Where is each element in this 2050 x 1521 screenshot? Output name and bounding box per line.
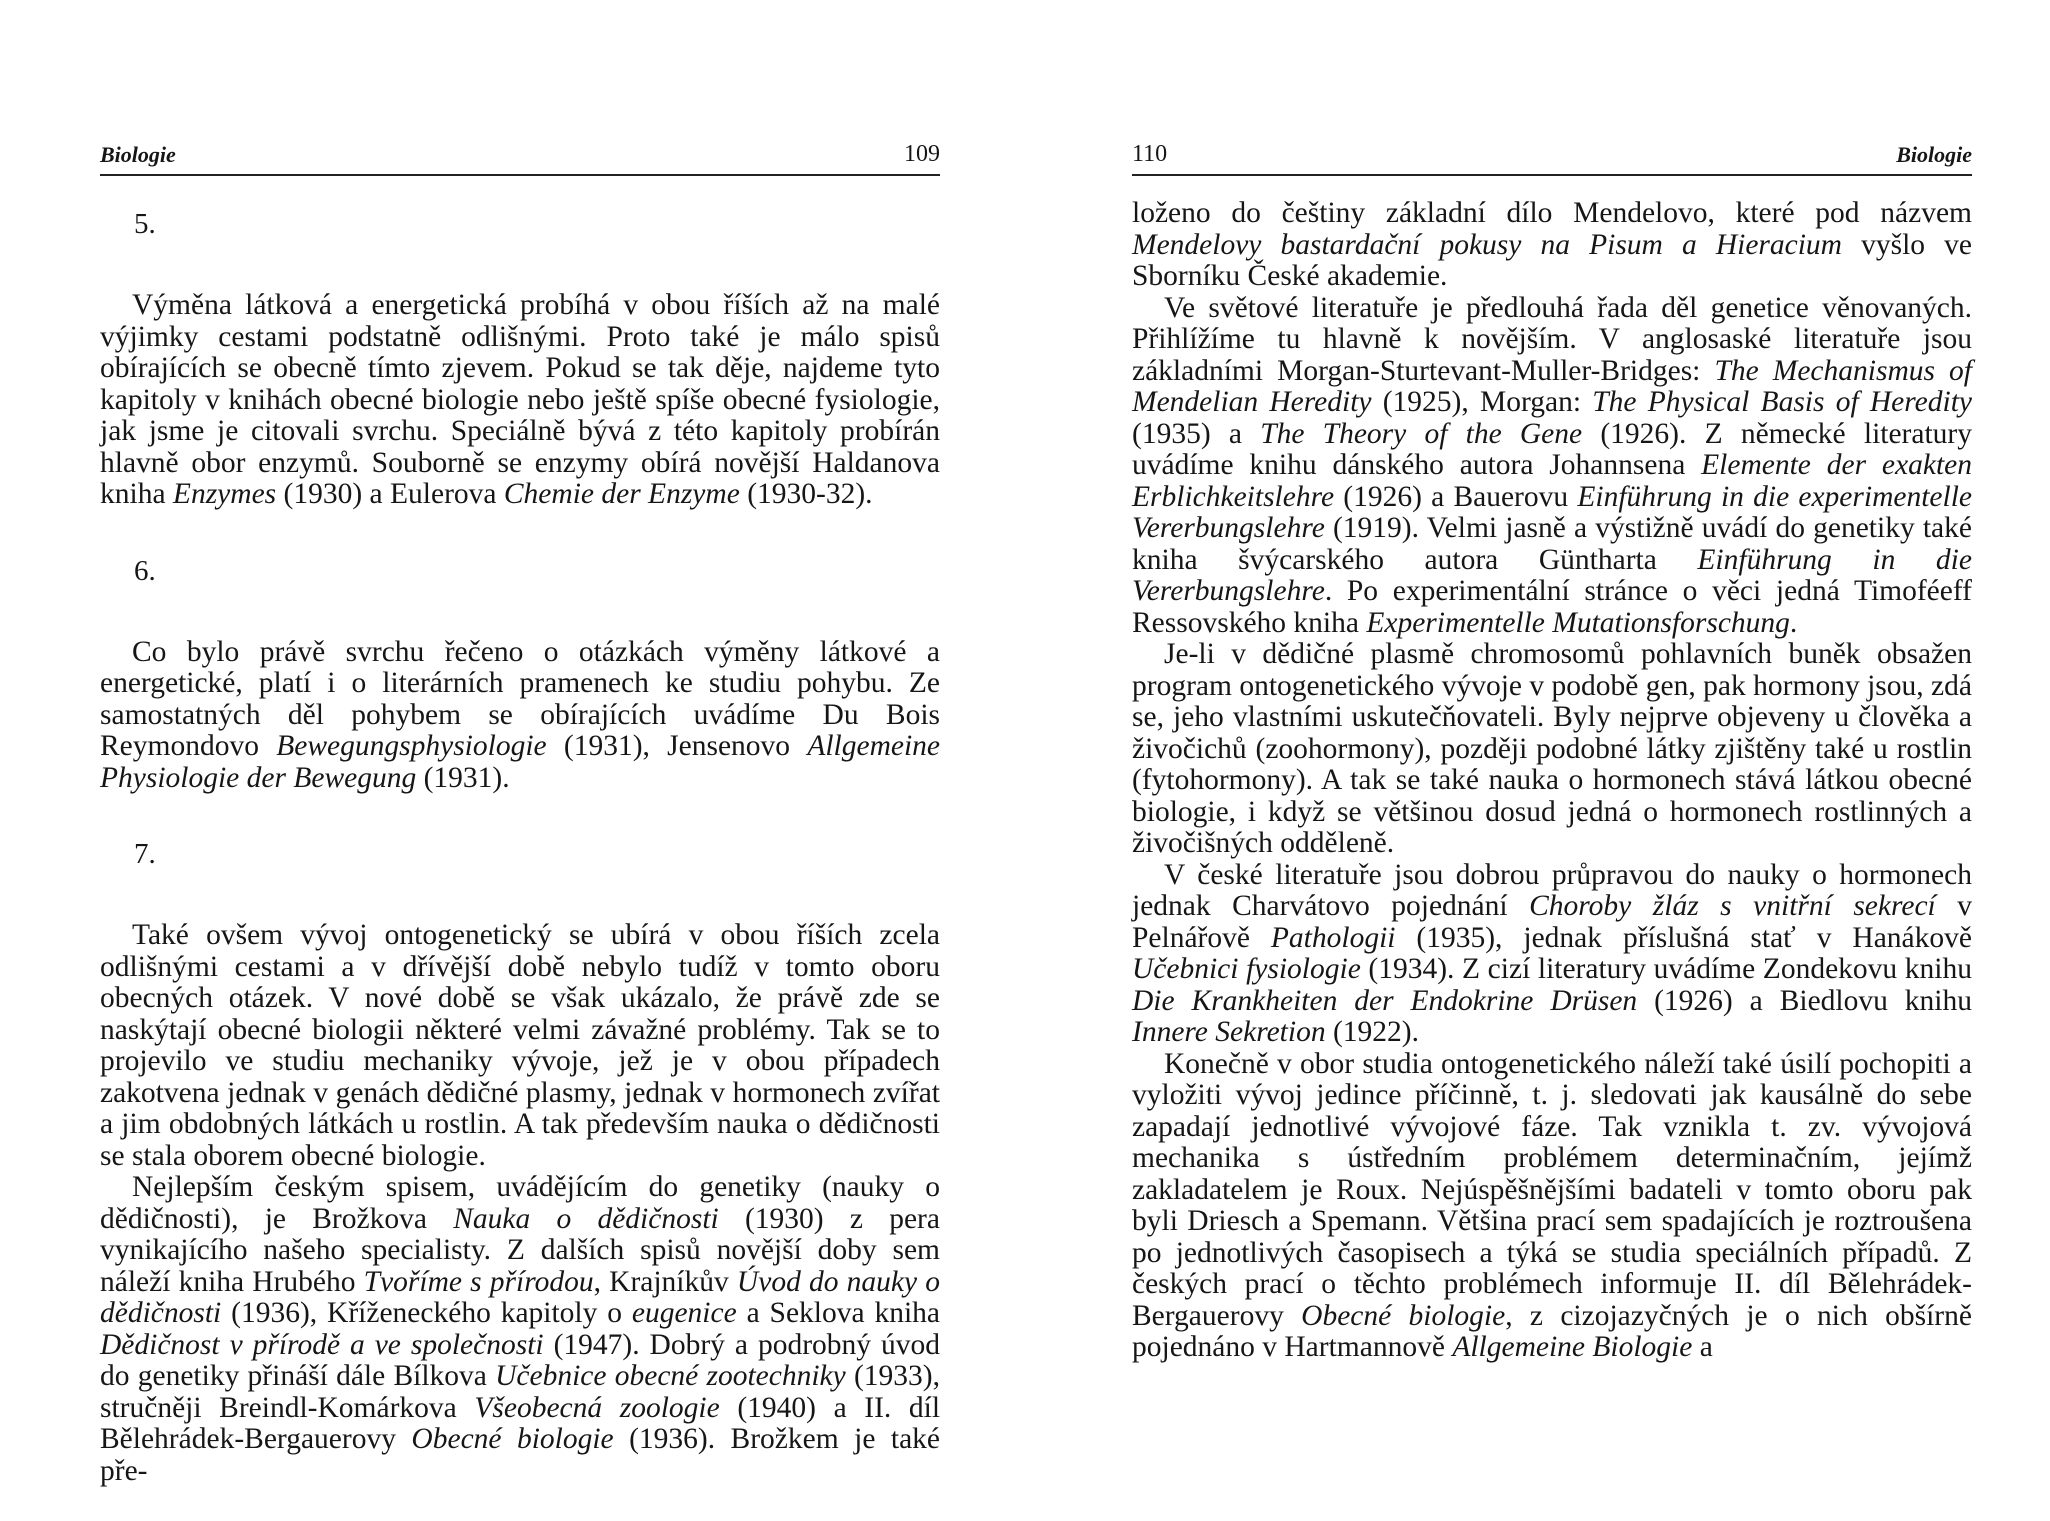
text-run: (1936), Kříženeckého kapitoly o xyxy=(221,1297,632,1329)
paragraph xyxy=(1132,293,1972,640)
section-gap xyxy=(100,794,940,828)
italic-title: Tvoříme s přírodou xyxy=(363,1265,594,1298)
section-gap xyxy=(100,511,940,545)
italic-title: eugenice xyxy=(631,1297,737,1329)
text-run: (1935), jednak příslušná stať v Hanákově xyxy=(1395,921,1972,954)
italic-title: Choroby žláz s vnitřní sekrecí xyxy=(1529,890,1936,922)
section-gap xyxy=(100,1487,940,1521)
text-run: (1934). Z cizí literatury uvádíme Zondekovu knihu xyxy=(1360,953,1972,985)
italic-title: Všeobecná zoologie xyxy=(474,1391,720,1424)
italic-title: Nauka o dědičnosti xyxy=(453,1202,719,1235)
text-run: (1926) a Biedlovu knihu xyxy=(1637,984,1972,1017)
text-run: (1930) a Eulerova xyxy=(276,478,504,510)
text-run: Nejlepším českým spisem, uvádějícím do genetiky (nauky o dědičnosti), je Brožkova xyxy=(100,1171,940,1235)
text-run: Výměna látková a energetická probíhá v obou říších až na malé výjimky cestami podstatně odlišnými. Proto také je málo spisů obírajících se obecně tímto zjevem. Pokud se tak děje, najdeme tyto kapitoly v knihách obecné biologie nebo ještě spíše obecné fysiologie, jak jsme je citovali svrchu. Speciálně bývá z této kapitoly probírán hlavně obor enzymů. Souborně se enzymy obírá novější Haldanova kniha xyxy=(100,289,940,510)
right-running-title: Biologie xyxy=(1896,142,1972,167)
text-run: Je-li v dědičné plasmě chromosomů pohlavních buněk obsažen program ontogenetického vývoje v podobě gen, pak hormony jsou, zdá se, jeho vlastními uskutečňovateli. Byly nejprve objeveny u člověka a živočichů (zoohormony), později podobné látky zjištěny také u rostlin (fytohormony). A tak se také nauka o hormonech stává látkou obecné biologie, i když se většinou dosud jedná o hormonech rostlinných a živočišných odděleně. xyxy=(1132,638,1972,859)
text-run: (1940) a II. díl Bělehrádek-Bergauerovy xyxy=(100,1391,941,1455)
right-page xyxy=(1132,0,1972,1500)
left-page xyxy=(100,0,940,1500)
italic-title: Dědičnost v přírodě a ve společnosti xyxy=(100,1328,544,1361)
italic-title: Obecné biologie xyxy=(1301,1299,1506,1332)
italic-title: Die Krankheiten der Endokrine Drüsen xyxy=(1132,984,1638,1017)
text-run: loženo do češtiny základní dílo Mendelovo, které pod názvem xyxy=(1132,197,1972,229)
text-run: , z cizojazyčných je o nich obšírně pojednáno v Hartmannově xyxy=(1132,1299,1972,1363)
section-number: 5. xyxy=(134,208,156,240)
text-run: (1931). xyxy=(416,761,510,794)
text-run: V české literatuře jsou dobrou průpravou do nauky o hormonech jednak Charvátovo pojednání xyxy=(1132,858,1972,922)
text-run: Co bylo právě svrchu řečeno o otázkách výměny látkové a energetické, platí i o literárních pramenech ke studiu pohybu. Ze samostatných děl pohybem se obírajících uvádíme Du Bois Reymondovo xyxy=(100,635,940,762)
text-run: (1931), Jensenovo xyxy=(546,730,808,762)
section-number: 6. xyxy=(134,554,156,587)
paragraph xyxy=(100,920,940,1172)
paragraph xyxy=(100,637,940,795)
italic-title: The Mechanismus of Mendelian Heredity xyxy=(1132,354,1972,418)
text-run: Konečně v obor studia ontogenetického náleží také úsilí pochopiti a vyložiti vývoj jedince příčinně, t. j. sledovati jak kausálně do sebe zapadají jednotlivé vývojové fáze. Tak vznikla t. zv. vývojová mechanika s ústředním problémem determinačním, jejímž zakladatelem je Roux. Nejúspěšnějšími badateli v tomto oboru pak byli Driesch a Spemann. Většina prací sem spadajících je roztroušena po jednotlivých časopisech a týká se studia speciálních případů. Z českých prací o těchto problémech informuje II. díl Bělehrádek-Bergauerovy xyxy=(1132,1047,1972,1332)
italic-title: Elemente der exakten Erblichkeitslehre xyxy=(1132,449,1973,513)
italic-title: Chemie der Enzyme xyxy=(503,478,740,510)
italic-title: Učebnici fysiologie xyxy=(1132,953,1361,985)
text-run: a Seklova kniha xyxy=(736,1297,940,1329)
italic-title: The Theory of the Gene xyxy=(1260,417,1583,450)
paragraph xyxy=(1132,639,1972,860)
paragraph xyxy=(100,1172,940,1487)
text-run: a xyxy=(1692,1331,1713,1363)
text-run: (1926) a Bauerovu xyxy=(1334,480,1578,513)
italic-title: Úvod do nauky o dědičnosti xyxy=(100,1265,940,1329)
paragraph xyxy=(1132,198,1972,293)
right-header-rule xyxy=(1132,174,1972,176)
right-running-head xyxy=(1132,142,1972,172)
right-page-number: 110 xyxy=(1132,141,1168,167)
text-run: (1922). xyxy=(1325,1016,1419,1048)
text-run: (1936). Brožkem je také pře- xyxy=(100,1423,940,1487)
italic-title: Allgemeine Physiologie der Bewegung xyxy=(100,730,941,794)
text-run: (1930-32). xyxy=(739,478,873,510)
paragraph xyxy=(100,290,940,511)
text-run: (1925), Morgan: xyxy=(1371,386,1593,418)
text-run: (1933), stručněji Breindl-Komárkova xyxy=(100,1360,940,1424)
text-run: . xyxy=(1789,606,1798,639)
text-run: , Krajníkův xyxy=(593,1265,737,1298)
right-body-text xyxy=(1132,198,1972,1364)
italic-title: Mendelovy bastardační pokusy na Pisum a Hieracium xyxy=(1132,228,1842,261)
italic-title: The Physical Basis of Heredity xyxy=(1592,386,1972,418)
text-run: (1926). Z německé literatury uvádíme knihu dánského autora Johannsena xyxy=(1132,417,1972,481)
text-run: . Po experimentální stránce o věci jedná Timoféeff Ressovského kniha xyxy=(1132,575,1972,639)
left-page-number: 109 xyxy=(904,141,940,167)
left-body-text xyxy=(100,198,940,1521)
italic-title: Experimentelle Mutationsforschung xyxy=(1366,606,1790,639)
text-run: (1930) z pera vynikajícího našeho specialisty. Z dalších spisů novější doby sem náleží kniha Hrubého xyxy=(100,1202,940,1298)
left-running-head xyxy=(100,142,940,172)
italic-title: Allgemeine Biologie xyxy=(1452,1331,1693,1363)
text-run: v Pelnářově xyxy=(1132,890,1972,954)
italic-title: Učebnice obecné zootechniky xyxy=(495,1360,846,1392)
left-header-rule xyxy=(100,174,940,176)
italic-title: Pathologii xyxy=(1270,921,1396,954)
italic-title: Einführung in die experimentelle Vererbungslehre xyxy=(1132,480,1972,544)
section-number: 7. xyxy=(134,838,156,870)
text-run: (1947). Dobrý a podrobný úvod do genetiky přináší dále Bílkova xyxy=(100,1328,940,1392)
text-run: vyšlo ve Sborníku České akademie. xyxy=(1132,228,1972,292)
italic-title: Enzymes xyxy=(172,478,277,510)
text-run: Ve světové literatuře je předlouhá řada děl genetice věnovaných. Přihlížíme tu hlavně k novějším. V anglosaské literatuře jsou základními Morgan-Sturtevant-Muller-Bridges: xyxy=(1132,291,1972,387)
italic-title: Obecné biologie xyxy=(411,1423,614,1455)
italic-title: Bewegungsphysiologie xyxy=(276,730,547,762)
text-run: Také ovšem vývoj ontogenetický se ubírá v obou říších zcela odlišnými cestami a v dřívější době nebylo tudíž v tomto oboru obecných otázek. V nové době se však ukázalo, že právě zde se naskýtají obecné biologii některé velmi závažné problémy. Tak se to projevilo ve studiu mechaniky vývoje, jež je v obou případech zakotvena jednak v genách dědičné plasmy, jednak v hormonech zvířat a jim obdobných látkách u rostlin. A tak především nauka o dědičnosti se stala oborem obecné biologie. xyxy=(100,919,940,1172)
left-running-title: Biologie xyxy=(100,142,176,167)
text-run: (1935) a xyxy=(1132,417,1261,450)
paragraph xyxy=(1132,1049,1972,1364)
paragraph xyxy=(1132,860,1972,1049)
italic-title: Einführung in die Vererbungslehre xyxy=(1132,543,1972,607)
italic-title: Innere Sekretion xyxy=(1132,1016,1326,1048)
text-run: (1919). Velmi jasně a výstižně uvádí do genetiky také kniha švýcarského autora Güntharta xyxy=(1132,512,1972,576)
